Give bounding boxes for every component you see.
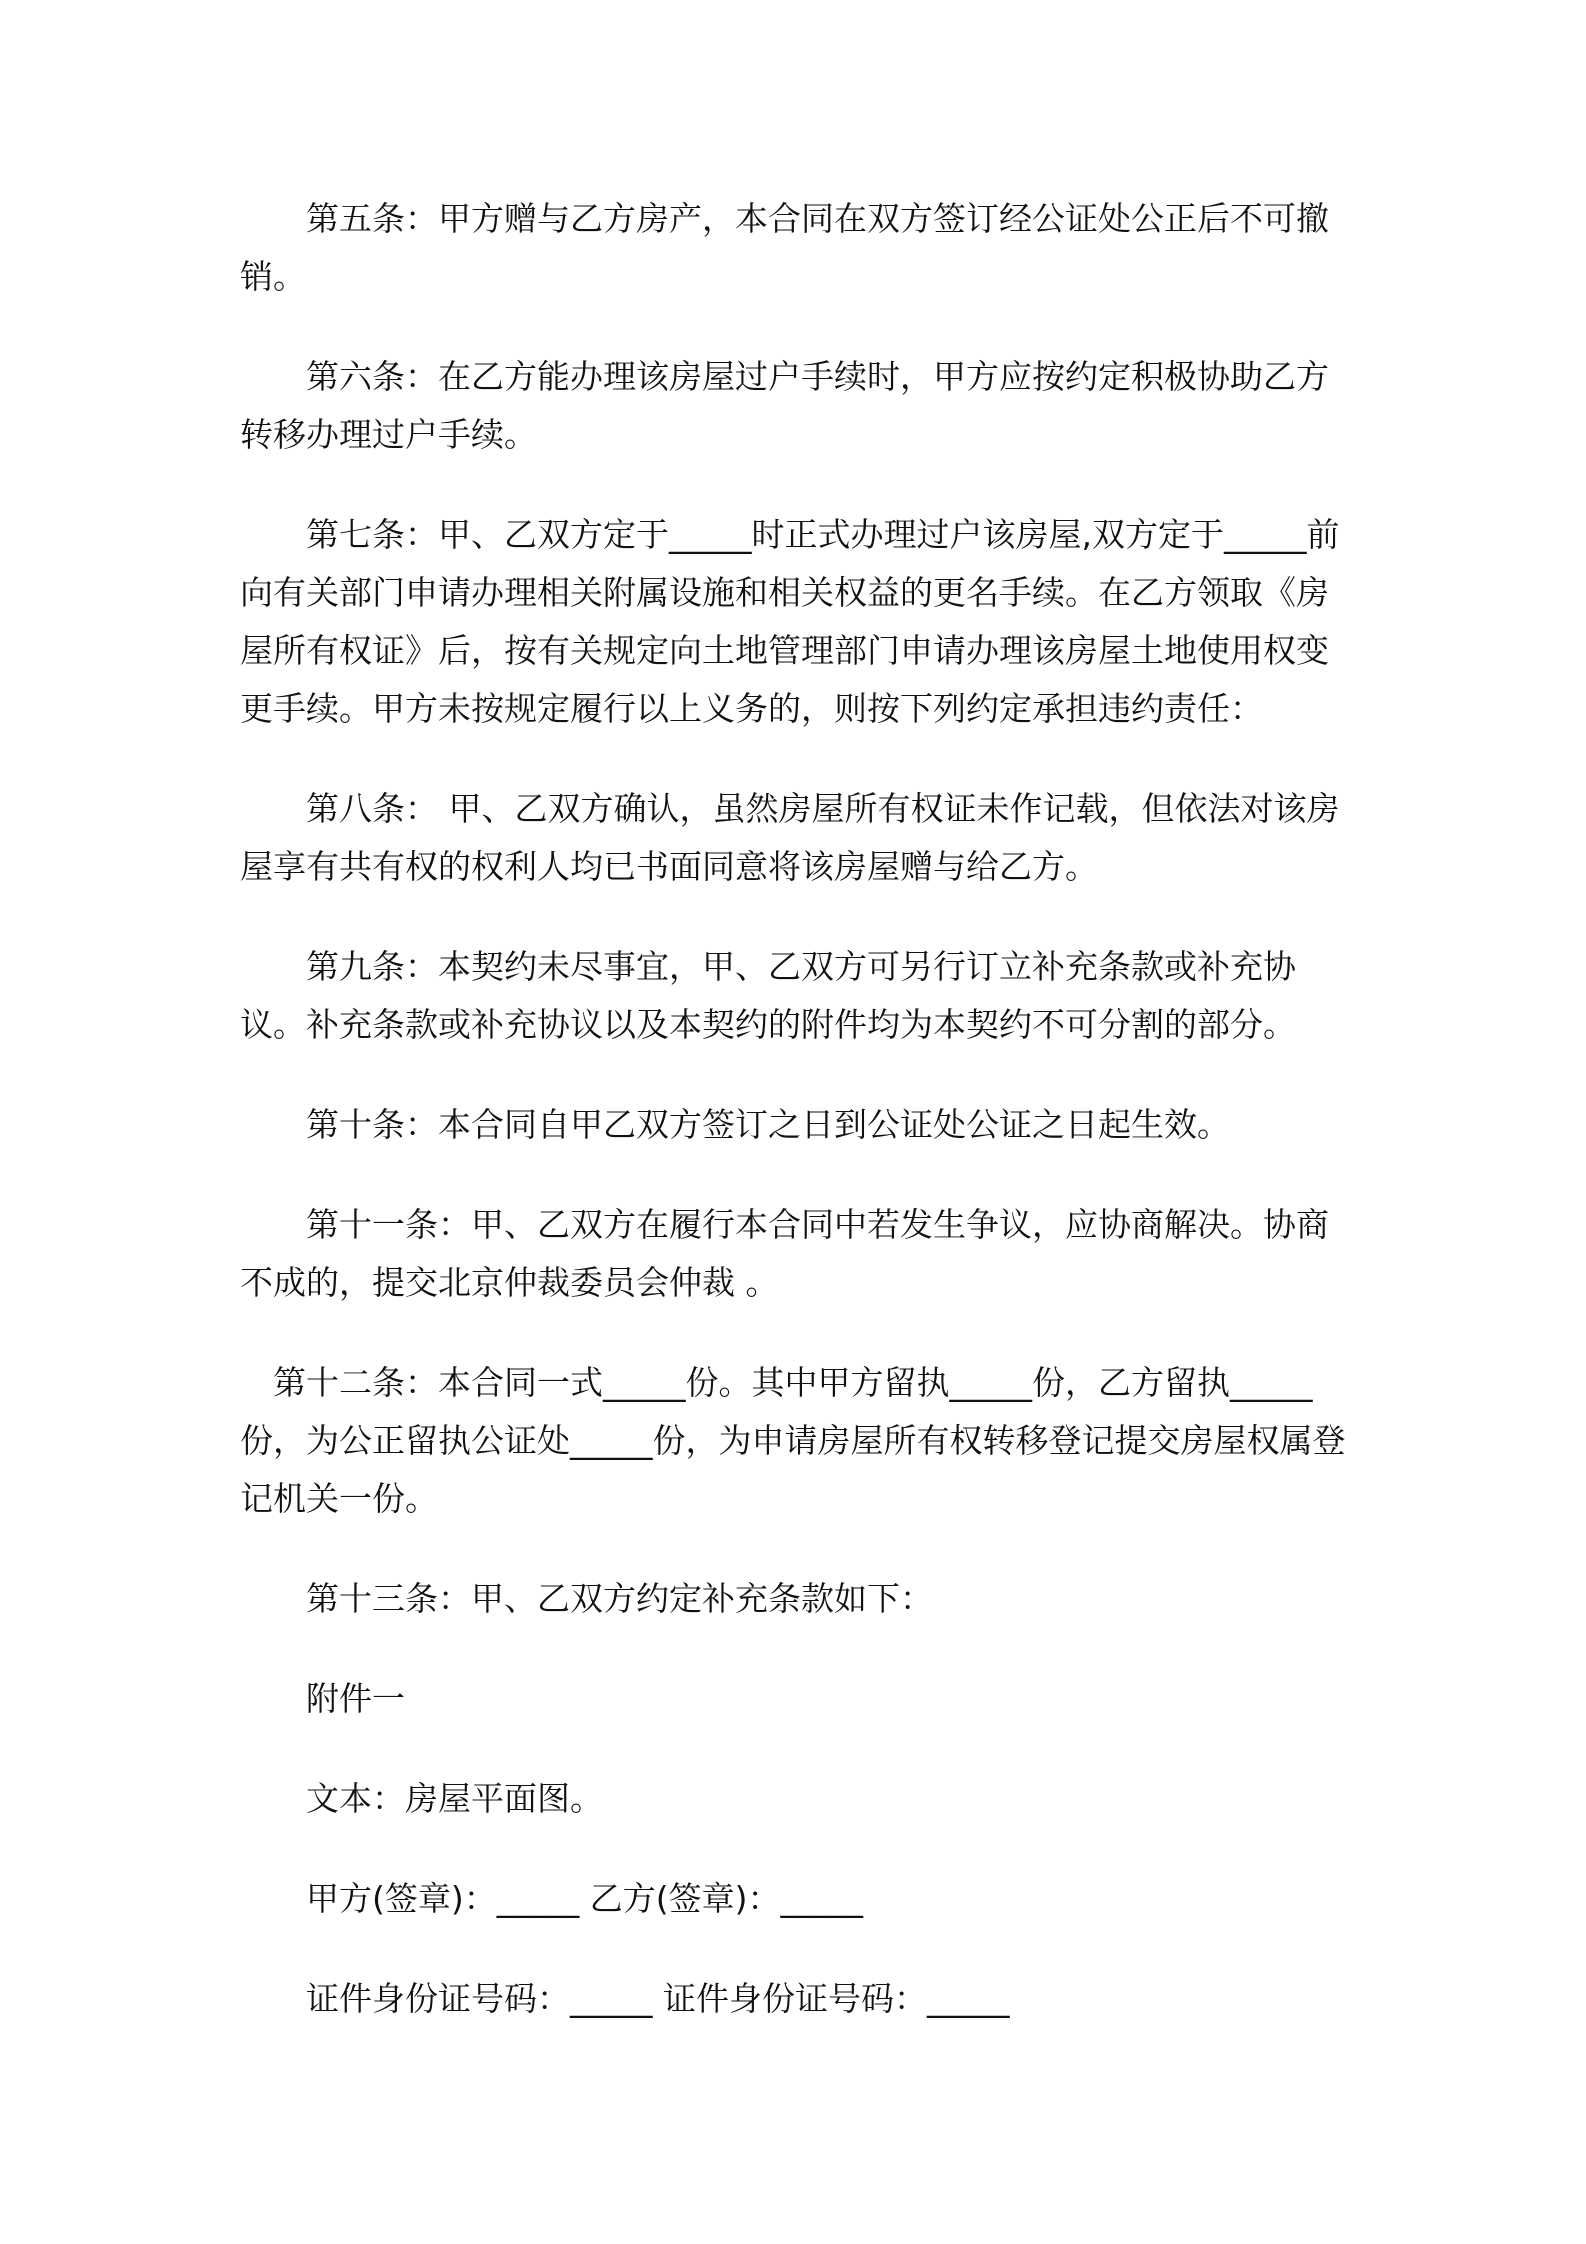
attachment-title: 附件一 [306,1679,405,1718]
article-11: 第十一条：甲、乙双方在履行本合同中若发生争议，应协商解决。协商不成的，提交北京仲裁委员会仲裁 。 [240,1205,1329,1302]
id-number-line: 证件身份证号码：_____ 证件身份证号码：_____ [306,1979,1010,2018]
article-12: 第十二条：本合同一式_____份。其中甲方留执_____份，乙方留执_____份，为公正留执公证处_____份，为申请房屋所有权转移登记提交房屋权属登记机关一份。 [240,1363,1346,1518]
article-9: 第九条：本契约未尽事宜，甲、乙双方可另行订立补充条款或补充协议。补充条款或补充协议以及本契约的附件均为本契约不可分割的部分。 [240,947,1296,1044]
article-8: 第八条： 甲、乙双方确认，虽然房屋所有权证未作记载，但依法对该房屋享有共有权的权利人均已书面同意将该房屋赠与给乙方。 [240,789,1340,886]
article-10: 第十条：本合同自甲乙双方签订之日到公证处公证之日起生效。 [306,1105,1230,1144]
article-13: 第十三条：甲、乙双方约定补充条款如下： [306,1579,933,1618]
article-5: 第五条：甲方赠与乙方房产，本合同在双方签订经公证处公正后不可撤销。 [240,199,1329,296]
document-body [240,190,1350,2070]
article-7: 第七条：甲、乙双方定于_____时正式办理过户该房屋,双方定于_____前向有关部门申请办理相关附属设施和相关权益的更名手续。在乙方领取《房屋所有权证》后，按有关规定向土地管理部门申请办理该房屋土地使用权变更手续。甲方未按规定履行以上义务的，则按下列约定承担违约责任： [240,515,1340,728]
article-6: 第六条：在乙方能办理该房屋过户手续时，甲方应按约定积极协助乙方转移办理过户手续。 [240,357,1329,454]
attachment-text: 文本：房屋平面图。 [306,1779,603,1818]
signature-line: 甲方(签章)：_____ 乙方(签章)：_____ [306,1879,863,1918]
